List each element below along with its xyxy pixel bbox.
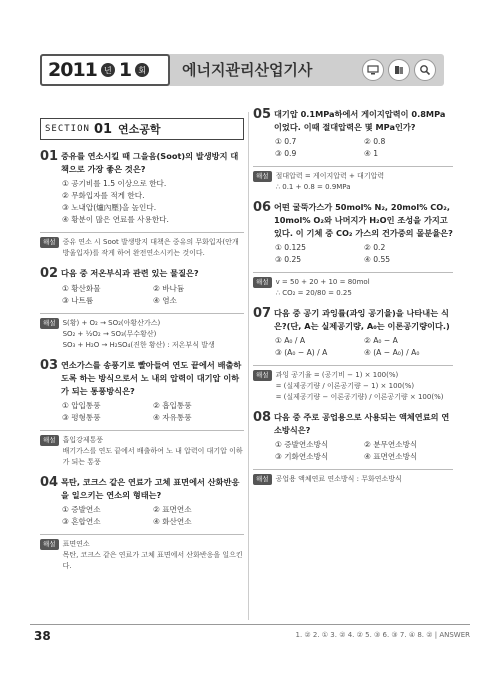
option-item: ② 0.8 — [364, 137, 386, 146]
explanation-line: 절대압력 = 게이지압력 + 대기압력 — [275, 172, 385, 180]
round-unit: 회 — [135, 63, 149, 77]
question-head — [40, 267, 244, 281]
explanation-line: 공업용 액체연료 연소방식 : 무화연소방식 — [275, 475, 402, 483]
header-banner — [40, 54, 444, 86]
explanation-body — [63, 539, 244, 572]
explanation-body — [63, 237, 244, 259]
option-item: ③ 0.25 — [275, 255, 302, 264]
exam-title: 에너지관리산업기사 — [182, 61, 313, 79]
explanation-box — [253, 166, 453, 193]
section-number: 01 — [93, 121, 113, 137]
book-icon — [388, 59, 410, 81]
page-number: 38 — [34, 629, 51, 643]
explanation-box — [40, 313, 244, 351]
option-item: ① 0.7 — [275, 137, 297, 146]
question-number: 01 — [40, 149, 59, 164]
question-04 — [40, 476, 244, 572]
question-01 — [40, 150, 244, 259]
option-item: ③ 혼합연소 — [62, 517, 101, 526]
option-item: ① 황산화물 — [62, 284, 101, 293]
explanation-tag: 해설 — [40, 539, 59, 550]
option-item: ④ (A − A₀) / A₀ — [364, 348, 420, 357]
option-item: ② A₀ − A — [364, 336, 398, 345]
option-item: ③ (A₀ − A) / A — [275, 348, 328, 357]
explanation-box — [253, 469, 453, 485]
explanation-tag: 해설 — [40, 318, 59, 329]
explanation-box — [40, 534, 244, 572]
explanation-line: ∴ 0.1 + 0.8 = 0.9MPa — [275, 183, 351, 191]
monitor-icon — [362, 59, 384, 81]
section-label: SECTION — [45, 124, 90, 134]
question-number: 02 — [40, 266, 59, 281]
explanation-tag: 해설 — [40, 435, 59, 446]
option-item: ① A₀ / A — [275, 336, 306, 345]
explanation-tag: 해설 — [253, 370, 272, 381]
question-number: 08 — [253, 410, 272, 425]
question-text: 대기압 0.1MPa하에서 게이지압력이 0.8MPa이었다. 이때 절대압력은 몇 MPa인가? — [274, 109, 446, 132]
option-list — [62, 504, 244, 528]
explanation-tag: 해설 — [253, 474, 272, 485]
option-item: ② 흡입통풍 — [153, 401, 192, 410]
explanation-body — [276, 370, 444, 403]
option-list — [62, 178, 244, 226]
right-question-list — [253, 108, 453, 485]
question-number: 03 — [40, 358, 59, 373]
question-head — [253, 108, 453, 134]
option-list — [275, 439, 453, 463]
explanation-tag: 해설 — [253, 277, 272, 288]
explanation-body — [63, 318, 215, 351]
explanation-box — [253, 365, 453, 403]
question-number: 07 — [253, 306, 272, 321]
explanation-line: 목탄, 코크스 같은 연료가 고체 표면에서 산화반응을 일으킨다. — [62, 551, 243, 570]
question-05 — [253, 108, 453, 193]
magnifier-icon — [414, 59, 436, 81]
explanation-line: SO₂ + ½O₂ → SO₃(무수황산) — [62, 330, 157, 338]
option-item: ② 표면연소 — [153, 505, 192, 514]
explanation-tag: 해설 — [40, 237, 59, 248]
question-07 — [253, 307, 453, 403]
option-item: ① 압입통풍 — [62, 401, 101, 410]
question-text: 연소가스를 송풍기로 빨아들여 연도 끝에서 배출하도록 하는 방식으로서 노 내의 압력이 대기압 이하가 되는 통풍방식은? — [61, 360, 242, 396]
explanation-line: SO₃ + H₂O → H₂SO₄(진한 황산) : 저온부식 발생 — [62, 341, 215, 349]
explanation-box — [253, 272, 453, 299]
option-item: ④ 0.55 — [364, 255, 391, 264]
section-title: 연소공학 — [118, 123, 161, 136]
question-head — [40, 476, 244, 502]
page-footer — [30, 624, 470, 644]
question-06 — [253, 201, 453, 299]
option-list — [275, 136, 453, 160]
option-item: ② 무화입자를 적게 한다. — [62, 191, 145, 200]
question-text: 중유를 연소시킬 때 그을음(Soot)의 발생방지 대책으로 가장 좋은 것은? — [61, 151, 239, 174]
right-column — [253, 108, 453, 493]
option-item: ④ 염소 — [153, 296, 177, 305]
explanation-line: S(황) + O₂ → SO₂(아황산가스) — [62, 319, 161, 327]
option-list — [62, 283, 244, 307]
exam-round-box — [40, 54, 170, 86]
question-02 — [40, 267, 244, 351]
question-text: 다음 중 주로 공업용으로 사용되는 액체연료의 연소방식은? — [274, 412, 450, 435]
explanation-line: 배기가스를 연도 끝에서 배출하여 노 내 압력이 대기압 이하가 되는 통풍 — [62, 447, 243, 466]
question-text: 목탄, 코크스 같은 연료가 고체 표면에서 산화반응을 일으키는 연소의 형태는? — [61, 477, 240, 500]
option-list — [62, 400, 244, 424]
question-head — [40, 359, 244, 398]
option-item: ① 0.125 — [275, 243, 306, 252]
year-unit: 년 — [101, 63, 115, 77]
answer-key: 1. ② 2. ① 3. ② 4. ② 5. ③ 6. ③ 7. ④ 8. ② | ANSWER — [295, 631, 470, 639]
option-list — [275, 335, 453, 359]
column-divider — [248, 112, 249, 620]
option-item: ③ 나트륨 — [62, 296, 94, 305]
question-head — [253, 411, 453, 437]
question-03 — [40, 359, 244, 468]
option-item: ① 증발연소방식 — [275, 440, 329, 449]
explanation-tag: 해설 — [253, 171, 272, 182]
explanation-body — [63, 435, 244, 468]
question-head — [253, 201, 453, 240]
option-item: ③ 평형통풍 — [62, 413, 101, 422]
left-column — [40, 118, 244, 580]
question-number: 05 — [253, 107, 272, 122]
option-item: ④ 표면연소방식 — [364, 452, 418, 461]
option-list — [275, 242, 453, 266]
question-08 — [253, 411, 453, 485]
option-item: ② 바나듐 — [153, 284, 185, 293]
exam-year: 2011 — [48, 59, 97, 81]
question-head — [253, 307, 453, 333]
section-header — [40, 118, 244, 140]
question-head — [40, 150, 244, 176]
explanation-line: 흡입강제통풍 — [62, 436, 104, 444]
question-text: 다음 중 공기 과잉률(과잉 공기율)을 나타내는 식은?(단, A는 실제공기량, A₀는 이론공기량이다.) — [274, 308, 450, 331]
question-text: 다음 중 저온부식과 관련 있는 물질은? — [61, 268, 199, 278]
explanation-line: 표면연소 — [62, 540, 90, 548]
option-item: ① 공기비를 1.5 이상으로 한다. — [62, 179, 167, 188]
explanation-line: 중유 연소 시 Soot 발생방지 대책은 중유의 무화입자(안개방울입자)를 작게 하여 완전연소시키는 것이다. — [62, 238, 239, 257]
explanation-line: = (실제공기량 / 이론공기량 − 1) × 100(%) — [275, 382, 415, 390]
explanation-box — [40, 430, 244, 468]
question-text: 어떤 굴뚝가스가 50mol% N₂, 20mol% CO₂, 10mol% O₂와 나머지가 H₂O인 조성을 가지고 있다. 이 기체 중 CO₂ 가스의 건가중의 몰분율은? — [274, 202, 453, 238]
option-item: ② 분무연소방식 — [364, 440, 418, 449]
header-icons — [362, 59, 436, 81]
exam-round: 1 — [118, 59, 132, 81]
option-item: ④ 자유통풍 — [153, 413, 192, 422]
option-item: ④ 황분이 많은 연료를 사용한다. — [62, 215, 169, 224]
option-item: ③ 0.9 — [275, 149, 297, 158]
explanation-body — [276, 171, 385, 193]
explanation-body — [276, 277, 370, 299]
explanation-body — [276, 474, 402, 485]
explanation-line: 과잉 공기율 = (공기비 − 1) × 100(%) — [275, 371, 399, 379]
explanation-line: ∴ CO₂ = 20/80 = 0.25 — [275, 289, 352, 297]
option-item: ② 0.2 — [364, 243, 386, 252]
option-item: ③ 기화연소방식 — [275, 452, 329, 461]
option-item: ③ 노내압(爐內壓)을 높인다. — [62, 203, 157, 212]
option-item: ④ 화산연소 — [153, 517, 192, 526]
explanation-line: = (실제공기량 − 이론공기량) / 이론공기량 × 100(%) — [275, 393, 444, 401]
explanation-line: v = 50 + 20 + 10 = 80mol — [275, 278, 370, 286]
left-question-list — [40, 150, 244, 572]
question-number: 04 — [40, 475, 59, 490]
question-number: 06 — [253, 200, 272, 215]
option-item: ④ 1 — [364, 149, 379, 158]
option-item: ① 증발연소 — [62, 505, 101, 514]
explanation-box — [40, 232, 244, 259]
